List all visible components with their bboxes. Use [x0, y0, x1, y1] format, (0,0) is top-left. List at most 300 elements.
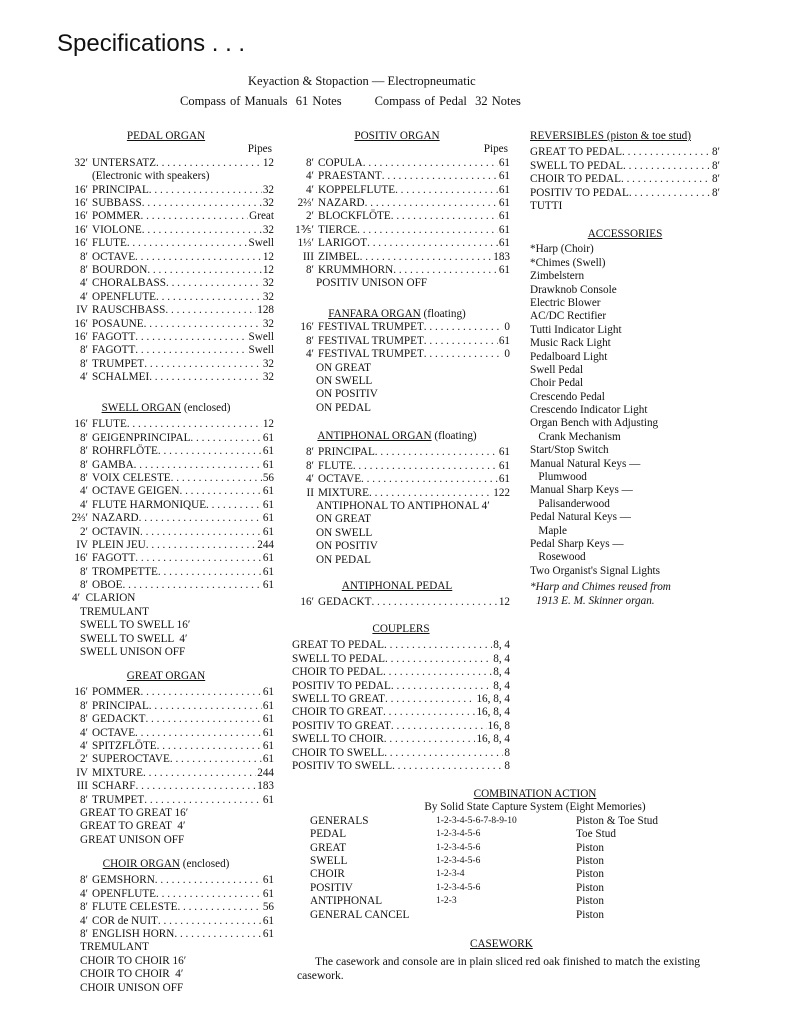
dot-leader [135, 727, 262, 740]
stop-name: FESTIVAL TRUMPET [318, 348, 424, 361]
stop-name: MIXTURE [92, 766, 143, 779]
positiv-stop-list [284, 157, 510, 278]
stop-pitch: 2′ [305, 210, 314, 223]
extra-line: SWELL UNISON OFF [80, 646, 186, 659]
stop-row [284, 460, 510, 473]
stop-pitch: 2⅔′ [297, 196, 314, 209]
stop-value: 244 [257, 538, 274, 551]
dot-leader [143, 767, 256, 780]
stop-row [284, 473, 510, 486]
stop-value: 8, 4 [493, 666, 510, 679]
stop-pitch: 2′ [79, 525, 88, 538]
stop-value: 32 [262, 357, 274, 370]
stop-row [58, 552, 274, 565]
stop-value: 12 [262, 156, 274, 169]
antiphonal-stop-list [284, 446, 510, 500]
accessory-item: Pedal Sharp Keys — [530, 538, 624, 550]
stop-row [58, 472, 274, 485]
dot-leader [157, 740, 262, 753]
combination-row [310, 895, 658, 908]
stop-name: BOURDON [92, 263, 148, 276]
stop-name: GEDACKT [318, 596, 372, 609]
extra-line: ON SWELL [316, 526, 373, 539]
combination-division: SWELL [310, 855, 348, 868]
combination-row [310, 815, 658, 828]
stop-value: 61 [262, 753, 274, 766]
stop-pitch: 4′ [79, 277, 88, 290]
stop-pitch: 8′ [305, 446, 314, 459]
stop-row [58, 157, 274, 170]
casework-heading: CASEWORK [470, 938, 533, 950]
stop-name: OPENFLUTE [92, 290, 157, 303]
dot-leader [365, 197, 498, 210]
stop-value: 32 [262, 183, 274, 196]
combination-subheading: By Solid State Capture System (Eight Memories) [424, 801, 646, 814]
dot-leader [622, 146, 711, 159]
combination-control: Piston [576, 841, 604, 854]
stop-row [284, 197, 510, 210]
stop-row [284, 210, 510, 223]
stop-row [292, 693, 510, 706]
stop-value: 12 [262, 418, 274, 431]
antiphonal-pedal-heading: ANTIPHONAL PEDAL [341, 580, 453, 592]
combination-action-section [310, 788, 710, 922]
stop-row [58, 485, 274, 498]
stop-name: FESTIVAL TRUMPET [318, 321, 424, 334]
stop-row [58, 767, 274, 780]
stop-pitch: 8′ [79, 713, 88, 726]
stop-pitch: 16′ [74, 237, 88, 250]
accessory-item: Zimbelstern [530, 270, 585, 283]
stop-value: 32 [262, 196, 274, 209]
stop-value: 61 [498, 156, 510, 169]
extra-line: TUTTI [530, 199, 563, 212]
stop-value: 16, 8 [487, 719, 510, 732]
stop-row [284, 184, 510, 197]
stop-row [58, 432, 274, 445]
extra-line: TREMULANT [80, 941, 149, 954]
dot-leader [144, 794, 262, 807]
dot-leader [147, 264, 261, 277]
dot-leader [155, 874, 262, 887]
stop-name: OBOE [92, 579, 123, 592]
coupler-list [292, 639, 510, 773]
stop-row [58, 318, 274, 331]
extra-line: ON GREAT [316, 361, 372, 374]
stop-pitch: 8′ [79, 901, 88, 914]
dot-leader [156, 888, 262, 901]
extra-line: 4′ CLARION [72, 592, 136, 605]
stop-pitch: 4′ [305, 170, 314, 183]
stop-name: SUPEROCTAVE [92, 753, 170, 766]
stop-pitch: II [306, 486, 314, 499]
stop-value: 61 [498, 170, 510, 183]
extra-line: SWELL TO SWELL 4′ [80, 632, 188, 645]
stop-pitch: 2⅔′ [71, 512, 88, 525]
stop-name: PLEIN JEU [92, 538, 146, 551]
stop-value: 61 [498, 473, 510, 486]
stop-value: 61 [262, 552, 274, 565]
stop-value: 61 [498, 223, 510, 236]
stop-value: 8, 4 [493, 679, 510, 692]
stop-row [58, 291, 274, 304]
stop-name: NAZARD [92, 512, 139, 525]
stop-row [284, 348, 510, 361]
stop-pitch: 8′ [305, 156, 314, 169]
stop-pitch: 8′ [79, 344, 88, 357]
dot-leader [353, 460, 498, 473]
stop-value: 61 [262, 713, 274, 726]
dot-leader [179, 485, 261, 498]
stop-value: 122 [493, 486, 510, 499]
dot-leader [141, 686, 262, 699]
stop-pitch: 8′ [79, 471, 88, 484]
reversibles-heading: REVERSIBLES (piston & toe stud) [530, 130, 691, 142]
stop-value: 61 [262, 431, 274, 444]
great-stop-list [58, 686, 274, 807]
stop-row [58, 371, 274, 384]
stop-pitch: 8′ [305, 334, 314, 347]
accessories-list [530, 243, 720, 578]
dot-leader [139, 512, 262, 525]
dot-leader [369, 487, 492, 500]
combination-numbers: 1-2-3-4-5-6-7-8-9-10 [436, 815, 517, 826]
accessory-item: Palisanderwood [530, 497, 610, 510]
stop-pitch: 4′ [305, 183, 314, 196]
stop-value: 61 [498, 183, 510, 196]
stop-row [292, 733, 510, 746]
dot-leader [357, 224, 498, 237]
stop-value: 183 [257, 780, 274, 793]
stop-name: PRINCIPAL [318, 446, 375, 459]
dot-leader [424, 321, 504, 334]
stop-value: 8′ [711, 159, 720, 172]
stop-name: POMMER [92, 210, 141, 223]
stop-pitch: 8′ [79, 250, 88, 263]
stop-row [58, 901, 274, 914]
stop-row [284, 446, 510, 459]
accessory-item: Tutti Indicator Light [530, 323, 622, 336]
stop-pitch: 8′ [79, 579, 88, 592]
stop-pitch: III [302, 250, 314, 263]
stop-row [284, 237, 510, 250]
stop-name: CHOIR TO GREAT [292, 706, 383, 719]
stop-row [58, 251, 274, 264]
accessory-item: Electric Blower [530, 296, 601, 309]
antiphonal-extras [284, 500, 510, 567]
extra-line: CHOIR TO CHOIR 4′ [80, 968, 184, 981]
antiphonal-organ-heading [284, 430, 510, 443]
dot-leader [375, 446, 498, 459]
stop-name: SWELL TO CHOIR [292, 733, 384, 746]
dot-leader [127, 237, 248, 250]
stop-name: SWELL TO GREAT [292, 692, 386, 705]
dot-leader [392, 760, 503, 773]
stop-pitch: 4′ [79, 485, 88, 498]
dot-leader [135, 344, 247, 357]
accessory-item: Swell Pedal [530, 363, 584, 376]
positiv-pipes-label: Pipes [483, 143, 508, 156]
stop-row [284, 487, 510, 500]
accessory-item: Pedalboard Light [530, 350, 608, 363]
dot-leader [170, 753, 262, 766]
accessories-heading: ACCESSORIES [587, 228, 663, 240]
accessory-item: Music Rack Light [530, 337, 611, 350]
stop-value: 32 [262, 317, 274, 330]
stop-value: 61 [262, 793, 274, 806]
stop-pitch: 4′ [79, 887, 88, 900]
dot-leader [384, 733, 476, 746]
dot-leader [166, 277, 262, 290]
stop-name: FLUTE [92, 237, 127, 250]
stop-name: MIXTURE [318, 486, 369, 499]
reversibles-section [530, 130, 720, 213]
stop-name: CHORALBASS [92, 277, 166, 290]
extra-line: SWELL TO SWELL 16′ [80, 619, 191, 632]
stop-pitch: 4′ [79, 914, 88, 927]
stop-pitch: 4′ [79, 371, 88, 384]
stop-name: POSITIV TO GREAT [292, 719, 391, 732]
combination-table [310, 815, 658, 922]
dot-leader [629, 187, 711, 200]
combination-numbers: 1-2-3-4 [436, 869, 465, 880]
dot-leader [135, 251, 262, 264]
choir-stop-list [58, 874, 274, 941]
stop-pitch: 4′ [79, 290, 88, 303]
stop-name: COR de NUIT [92, 914, 158, 927]
stop-row [284, 335, 510, 348]
combination-row [310, 868, 658, 881]
combination-numbers: 1-2-3-4-5-6 [436, 856, 481, 867]
stop-name: FLUTE [318, 459, 353, 472]
combination-control: Piston [576, 855, 604, 868]
stop-row [58, 277, 274, 290]
dot-leader [391, 680, 492, 693]
stop-value: 12 [262, 250, 274, 263]
stop-value: 32 [262, 371, 274, 384]
stop-value: Great [249, 210, 274, 223]
dot-leader [149, 700, 262, 713]
stop-value: 61 [262, 565, 274, 578]
extra-line: GREAT UNISON OFF [80, 833, 185, 846]
antiphonal-pedal-stop-list [284, 596, 510, 609]
stop-row [58, 713, 274, 726]
stop-value: 8, 4 [493, 639, 510, 652]
extra-line: CHOIR TO CHOIR 16′ [80, 954, 187, 967]
antiphonal-organ-section [284, 430, 510, 567]
choir-organ-section [58, 858, 274, 995]
stop-name: SUBBASS [92, 196, 142, 209]
swell-stop-list [58, 418, 274, 592]
stop-value: 61 [498, 196, 510, 209]
stop-row [58, 566, 274, 579]
stop-name: ENGLISH HORN [92, 927, 175, 940]
stop-pitch: 16′ [74, 418, 88, 431]
fanfara-organ-section [284, 308, 510, 415]
stop-value: 0 [504, 321, 510, 334]
stop-name: GEDACKT [92, 713, 146, 726]
stop-value: Swell [248, 237, 274, 250]
dot-leader [385, 693, 475, 706]
stop-name: FLUTE HARMONIQUE [92, 498, 207, 511]
dot-leader [623, 160, 711, 173]
dot-leader [424, 335, 498, 348]
stop-value: 61 [498, 210, 510, 223]
stop-row [284, 251, 510, 264]
stop-name: ZIMBEL [318, 250, 360, 263]
stop-value: 61 [262, 512, 274, 525]
combination-control: Piston [576, 895, 604, 908]
stop-value: 61 [262, 579, 274, 592]
combination-control: Toe Stud [576, 828, 616, 841]
dot-leader [384, 639, 492, 652]
couplers-heading: COUPLERS [372, 623, 430, 635]
stop-value: 61 [262, 887, 274, 900]
stop-row [58, 264, 274, 277]
stop-value: 8′ [711, 186, 720, 199]
positiv-organ-section [284, 130, 510, 291]
stop-name: OCTAVE GEIGEN [92, 485, 180, 498]
action-line: Keyaction & Stopaction — Electropneumatic [248, 74, 476, 88]
stop-row [284, 157, 510, 170]
stop-row [58, 197, 274, 210]
stop-name: VOIX CELESTE [92, 471, 171, 484]
extra-line: CHOIR UNISON OFF [80, 981, 184, 994]
antiphonal-heading-note: (floating) [434, 430, 477, 442]
stop-pitch: IV [76, 538, 88, 551]
stop-value: 16, 8, 4 [476, 692, 510, 705]
couplers-section [292, 623, 510, 773]
stop-value: 61 [262, 699, 274, 712]
reversibles-list [530, 146, 720, 200]
stop-row [58, 740, 274, 753]
stop-name: PRAESTANT [318, 170, 382, 183]
stop-name: GEMSHORN [92, 874, 155, 887]
extra-line: POSITIV UNISON OFF [316, 277, 428, 290]
combination-numbers: 1-2-3-4-5-6 [436, 842, 481, 853]
stop-name: SCHARF [92, 780, 136, 793]
choir-heading-text: CHOIR ORGAN [102, 858, 180, 870]
dot-leader [361, 473, 498, 486]
stop-pitch: 8′ [79, 874, 88, 887]
extra-line: ON SWELL [316, 374, 373, 387]
stop-value: 61 [498, 334, 510, 347]
stop-row [58, 915, 274, 928]
combination-row [310, 855, 658, 868]
stop-row [58, 874, 274, 887]
combination-division: GENERALS [310, 814, 369, 827]
dot-leader [383, 666, 492, 679]
stop-pitch: 8′ [79, 263, 88, 276]
stop-row [292, 706, 510, 719]
swell-extras [58, 592, 274, 659]
stop-name: FAGOTT [92, 330, 136, 343]
stop-name: FLUTE CELESTE [92, 901, 178, 914]
stop-value: 8′ [711, 173, 720, 186]
choir-heading-note: (enclosed) [182, 858, 230, 870]
extra-line: ANTIPHONAL TO ANTIPHONAL 4′ [316, 499, 490, 512]
stop-value: 16, 8, 4 [476, 733, 510, 746]
stop-value: 244 [257, 766, 274, 779]
stop-value: 56 [262, 471, 274, 484]
stop-name: TIERCE [318, 223, 358, 236]
stop-name: FLUTE [92, 418, 127, 431]
stop-name: TRUMPET [92, 357, 145, 370]
accessory-item: Choir Pedal [530, 377, 584, 390]
antiphonal-pedal-section [284, 580, 510, 610]
dot-leader [140, 526, 262, 539]
stop-pitch: 16′ [74, 223, 88, 236]
stop-row [58, 224, 274, 237]
extra-line: ON PEDAL [316, 401, 372, 414]
stop-pitch: 8′ [79, 927, 88, 940]
dot-leader [391, 720, 487, 733]
casework-text: The casework and console are in plain sliced red oak finished to match the existing casework. [297, 955, 701, 982]
stop-pitch: 1⅗′ [295, 223, 314, 236]
stop-value: 32 [262, 223, 274, 236]
stop-pitch [58, 170, 92, 183]
stop-name: OCTAVIN [92, 525, 140, 538]
dot-leader [395, 184, 498, 197]
stop-pitch: 8′ [79, 445, 88, 458]
stop-name: OCTAVE [318, 473, 362, 486]
casework-heading-wrap [470, 938, 590, 951]
stop-pitch: 8′ [79, 431, 88, 444]
accessory-item: Organ Bench with Adjusting [530, 417, 659, 430]
pedal-stop-list [58, 157, 274, 385]
antiphonal-heading-text: ANTIPHONAL ORGAN [317, 430, 432, 442]
accessory-item: *Harp (Choir) [530, 243, 594, 256]
stop-value: 61 [262, 927, 274, 940]
stop-pitch: 4′ [79, 498, 88, 511]
stop-name: POSITIV TO PEDAL [530, 186, 629, 199]
extra-line: ON POSITIV [316, 540, 378, 553]
swell-heading-note: (enclosed) [183, 402, 231, 414]
combination-control: Piston [576, 881, 604, 894]
stop-row [58, 344, 274, 357]
combination-numbers: 1-2-3 [436, 896, 457, 907]
stop-value: 0 [504, 348, 510, 361]
stop-row [292, 639, 510, 652]
dot-leader [144, 358, 262, 371]
combination-row [310, 882, 658, 895]
dot-leader [149, 371, 262, 384]
combination-numbers: 1-2-3-4-5-6 [436, 829, 481, 840]
accessories-note-2: 1913 E. M. Skinner organ. [536, 594, 655, 607]
stop-row [58, 700, 274, 713]
stop-name: UNTERSATZ [92, 156, 157, 169]
stop-value: 16, 8, 4 [476, 706, 510, 719]
stop-value: 61 [262, 914, 274, 927]
stop-name: KOPPELFLUTE [318, 183, 396, 196]
accessory-item: Plumwood [530, 471, 587, 484]
stop-name: OPENFLUTE [92, 887, 157, 900]
stop-pitch: 4′ [305, 348, 314, 361]
dot-leader [363, 157, 498, 170]
fanfara-heading-text: FANFARA ORGAN [328, 308, 421, 320]
stop-row [292, 760, 510, 773]
stop-row [58, 888, 274, 901]
combination-numbers [436, 909, 576, 922]
stop-value: 61 [498, 237, 510, 250]
stop-value: 12 [262, 263, 274, 276]
stop-name: BLOCKFLÖTE [318, 210, 391, 223]
stop-name: TRUMPET [92, 793, 145, 806]
combination-division: ANTIPHONAL [310, 895, 383, 908]
stop-row [58, 526, 274, 539]
stop-name: GREAT TO PEDAL [292, 639, 384, 652]
accessory-item: Crank Mechanism [530, 430, 621, 443]
